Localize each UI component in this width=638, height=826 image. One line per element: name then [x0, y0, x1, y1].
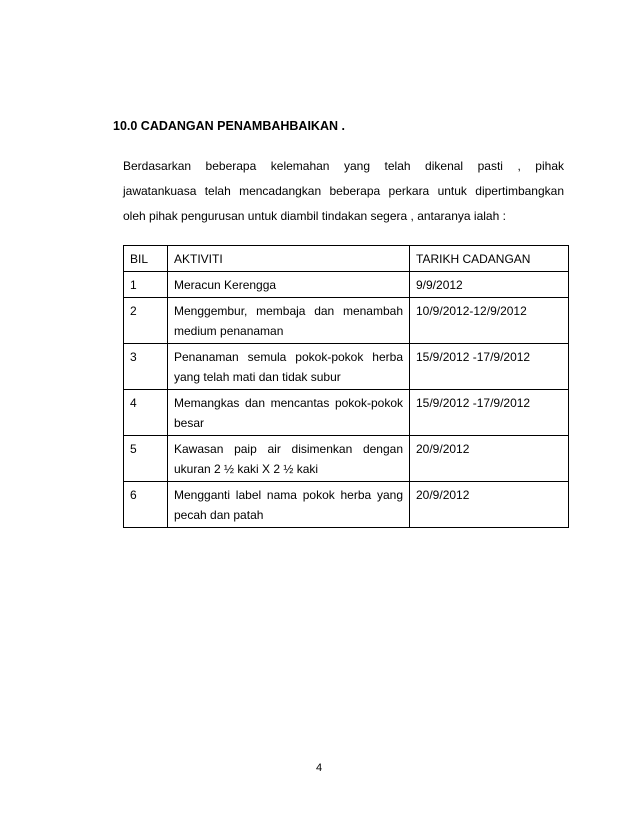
cell-tarikh: 10/9/2012-12/9/2012 [410, 298, 569, 344]
cell-bil: 5 [124, 436, 168, 482]
cell-aktiviti [168, 482, 410, 528]
aktiviti-line: Kawasan paip air disimenkan dengan [174, 442, 403, 456]
cell-bil: 1 [124, 272, 168, 298]
cell-tarikh: 20/9/2012 [410, 436, 569, 482]
cell-bil: 4 [124, 390, 168, 436]
cell-aktiviti [168, 344, 410, 390]
aktiviti-line: pecah dan patah [174, 508, 264, 522]
section-heading: 10.0 CADANGAN PENAMBAHBAIKAN . [113, 119, 345, 133]
aktiviti-line: medium penanaman [174, 324, 284, 338]
cell-bil: 6 [124, 482, 168, 528]
table-row [124, 344, 569, 390]
aktiviti-line: besar [174, 416, 205, 430]
aktiviti-line: Mengganti label nama pokok herba yang [174, 488, 403, 502]
aktiviti-line: Penanaman semula pokok-pokok herba [174, 350, 403, 364]
aktiviti-line: Meracun Kerengga [174, 278, 277, 292]
cell-tarikh: 9/9/2012 [410, 272, 569, 298]
table-row [124, 272, 569, 298]
intro-paragraph [123, 154, 564, 229]
cell-aktiviti [168, 272, 410, 298]
table-row [124, 436, 569, 482]
aktiviti-line: yang telah mati dan tidak subur [174, 370, 341, 384]
cell-tarikh: 15/9/2012 -17/9/2012 [410, 344, 569, 390]
table-row [124, 390, 569, 436]
table-row [124, 482, 569, 528]
header-bil: BIL [124, 246, 168, 272]
paragraph-line: Berdasarkan beberapa kelemahan yang telah dikenal pasti , pihak [123, 159, 564, 173]
header-tarikh: TARIKH CADANGAN [410, 246, 569, 272]
aktiviti-line: Memangkas dan mencantas pokok-pokok [174, 396, 403, 410]
paragraph-line: jawatankuasa telah mencadangkan beberapa perkara untuk dipertimbangkan [123, 184, 564, 198]
aktiviti-line: Menggembur, membaja dan menambah [174, 304, 403, 318]
cell-aktiviti [168, 436, 410, 482]
cell-aktiviti [168, 390, 410, 436]
cell-tarikh: 20/9/2012 [410, 482, 569, 528]
cell-bil: 3 [124, 344, 168, 390]
cell-bil: 2 [124, 298, 168, 344]
cell-tarikh: 15/9/2012 -17/9/2012 [410, 390, 569, 436]
header-aktiviti: AKTIVITI [168, 246, 410, 272]
suggestions-table [123, 245, 569, 528]
page-number: 4 [315, 762, 323, 774]
aktiviti-line: ukuran 2 ½ kaki X 2 ½ kaki [174, 462, 319, 476]
table-row [124, 298, 569, 344]
cell-aktiviti [168, 298, 410, 344]
paragraph-line: oleh pihak pengurusan untuk diambil tindakan segera , antaranya ialah : [123, 209, 506, 223]
table-header-row [124, 246, 569, 272]
